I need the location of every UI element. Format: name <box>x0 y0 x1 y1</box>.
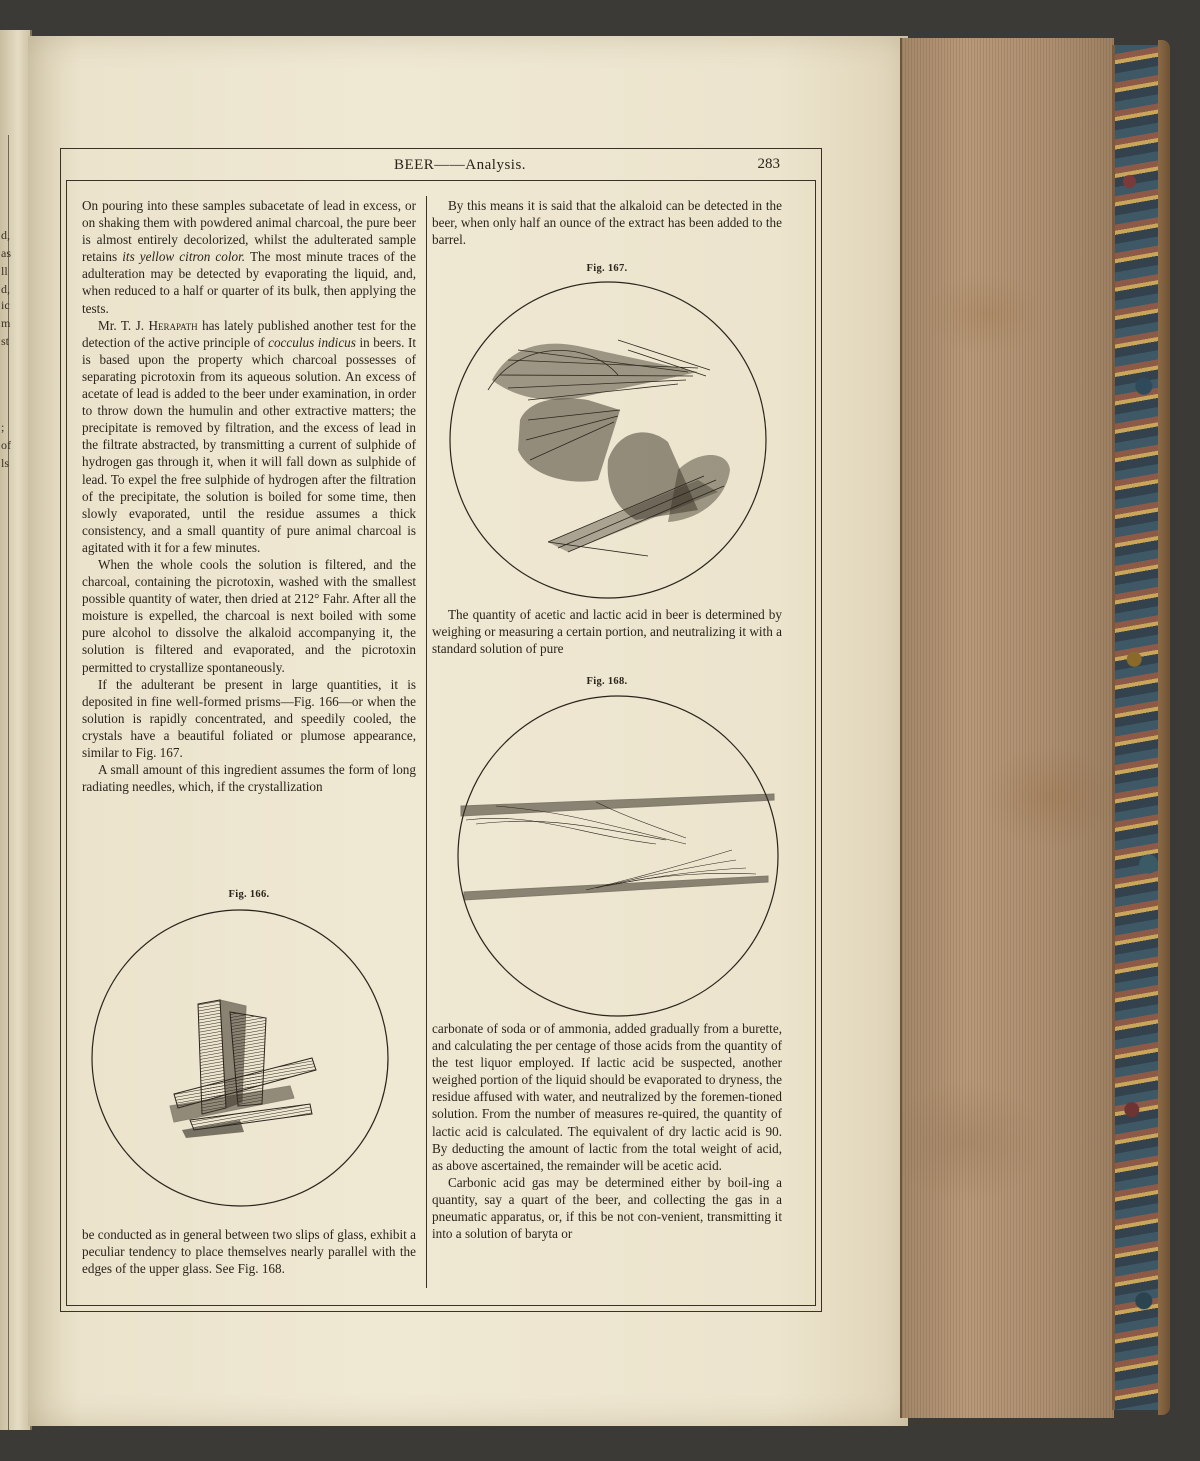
text-run: has lately published another test for the detection of the active principle of <box>82 317 417 350</box>
left-page-fragment: st <box>1 334 10 348</box>
left-page-fragment: ls <box>1 456 10 470</box>
paragraph: The quantity of acetic and lactic acid in beer is determined by weighing or measuring a certain portion, and neutralizing it with a standard solution of pure <box>432 607 782 657</box>
paragraph: A small amount of this ingredient assumes the form of long radiating needles, which, if the crystallization <box>82 762 416 795</box>
paragraph: be conducted as in general between two slips of glass, exhibit a peculiar tendency to place themselves nearly parallel with the edges of the upper glass. See Fig. 168. <box>82 1227 416 1277</box>
left-page-fragment: m <box>1 316 11 330</box>
figure-167-plumose-crystals <box>448 280 768 600</box>
figure-caption-167: Fig. 167. <box>586 263 628 274</box>
italic-text: cocculus indicus <box>268 334 356 350</box>
running-title: BEER——Analysis. <box>393 157 527 173</box>
cover-edge <box>1158 40 1170 1415</box>
figure-166-prisms <box>90 908 390 1208</box>
paragraph <box>82 317 416 556</box>
right-column-middle <box>432 606 782 657</box>
text-run: Mr. T. J. <box>98 317 145 333</box>
figure-caption-166: Fig. 166. <box>228 889 270 900</box>
left-page-fragment: ic <box>1 298 10 312</box>
paragraph <box>82 197 416 317</box>
left-page-fragment: d, <box>1 228 10 242</box>
text-run: On pouring into these samples subacetate of lead in excess, or on shaking them with powdered animal charcoal, the pure beer is almost entirely decolorized, whilst the adulterated sample retains <box>82 198 416 265</box>
right-column-lower <box>432 1020 782 1242</box>
page-block-fore-edge <box>900 38 1114 1418</box>
paragraph: When the whole cools the solution is filtered, and the charcoal, containing the picrotoxin, washed with the smallest possible quantity of water, then dried at 212° Fahr. After all the moisture is expelled, the charcoal is next boiled with some pure alcohol to dissolve the alkaloid accompanying it, the solution is filtered and evaporated, and the picrotoxin permitted to crystallize spontaneously. <box>82 556 416 675</box>
paragraph: carbonate of soda or of ammonia, added gradually from a burette, and calculating the per centage of those acids from the quantity of the test liquor employed. If lactic acid be suspected, another weighed portion of the liquid should be evaporated to dryness, the residue affused with water, and neutralized by the foremen-tioned solution. From the number of measures re-quired, the quantity of lactic acid is calculated. The equivalent of dry lactic acid is 90. By deducting the amount of lactic from the total weight of acid, as above ascertained, the remainder will be acetic acid. <box>432 1021 782 1173</box>
paragraph: By this means it is said that the alkaloid can be detected in the beer, when only half an ounce of the extract has been added to the barrel. <box>432 198 782 248</box>
left-page-fragment: ll <box>1 264 8 278</box>
figure-168-radiating-needles <box>456 694 786 1024</box>
left-column-lower <box>82 1226 416 1277</box>
text-run: The most minute traces of the adulteration may be detected by evaporating the liquid, and, when reduced to a half or quarter of its bulk, then applying the tests. <box>82 249 416 316</box>
paragraph: Carbonic acid gas may be determined either by boil-ing a quantity, say a quart of the beer, and collecting the gas in a pneumatic apparatus, or, if this be not con-venient, transmitting it into a solution of baryta or <box>432 1174 782 1242</box>
left-page-fragment: as <box>1 246 11 260</box>
left-page-fragment: of <box>1 438 11 452</box>
left-page-fragment: d, <box>1 282 10 296</box>
column-rule <box>426 196 427 1288</box>
italic-text: its yellow citron color. <box>122 249 246 265</box>
right-column-upper <box>432 197 782 248</box>
author-name: Herapath <box>148 317 198 333</box>
paragraph: If the adulterant be present in large quantities, it is deposited in fine well-formed prisms—Fig. 166—or when the solution is rapidly concentrated, and speedily cooled, the crystals have a beautiful foliated or plumose appearance, similar to Fig. 167. <box>82 676 416 760</box>
text-run: in beers. It is based upon the property which charcoal possesses of separating picrotoxin from its aqueous solution. An excess of acetate of lead is added to the beer under examination, in order to throw down the humulin and other extractive matters; the precipitate is removed by filtration, and the excess of lead in the filtrate abstracted, by transmitting a current of sulphide of hydrogen gas through it, when it will fall down as sulphide of lead. To expel the free sulphide of hydrogen after the filtration of the precipitate, the solution is boiled for some time, then slowly evaporated, until the residue assumes a thick consistency, and a small quantity of pure animal charcoal is agitated with it for a few minutes. <box>82 334 417 555</box>
page-number: 283 <box>757 156 780 172</box>
figure-caption-168: Fig. 168. <box>586 676 628 687</box>
left-page-fragment: ; <box>1 420 5 434</box>
left-column-upper <box>82 197 416 795</box>
